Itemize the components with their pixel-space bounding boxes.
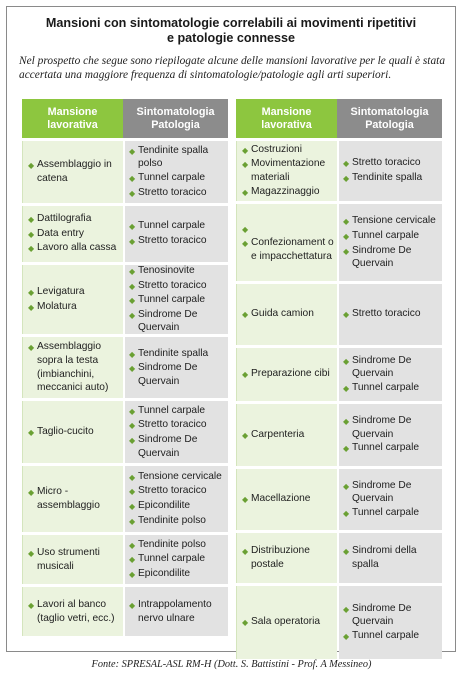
mansione-cell (236, 141, 337, 201)
bullet-icon: ◆ (343, 417, 350, 427)
mansione-item: ◆ Taglio-cucito (28, 425, 120, 440)
mansione-item: ◆ Lavori al banco (taglio vetri, ecc.) (28, 598, 115, 624)
sintomatologia-item: ◆ Tunnel carpale (129, 171, 225, 186)
bullet-icon: ◆ (129, 281, 136, 291)
sintomatologia-item: ◆ Sindrome De Quervain (129, 308, 198, 334)
sintomatologia-cell (125, 587, 228, 636)
bullet-icon: ◆ (28, 287, 35, 297)
sintomatologia-cell (339, 284, 442, 345)
sintomatologia-item: ◆ Tunnel carpale (129, 219, 225, 234)
sintomatologia-cell (125, 141, 228, 203)
header-sintomatologia: Sintomatologia Patologia (123, 99, 228, 138)
bullet-icon: ◆ (28, 302, 35, 312)
bullet-icon: ◆ (242, 310, 249, 320)
title-line-2: e patologie connesse (166, 31, 296, 45)
sintomatologia-item: ◆ Epicondilite (129, 567, 225, 582)
mansione-cell (22, 141, 123, 203)
bullet-icon: ◆ (343, 604, 350, 614)
table-row (22, 265, 228, 334)
mansione-item: ◆ Assemblaggio sopra la testa (imbianchini, meccanici auto) (28, 341, 109, 394)
mansione-item: ◆ Movimentazione materiali (242, 158, 326, 183)
bullet-icon: ◆ (242, 187, 249, 197)
sintomatologia-item: ◆ Sindrome De Quervain (343, 244, 412, 270)
bullet-icon: ◆ (343, 444, 350, 454)
sintomatologia-cell (339, 141, 442, 201)
bullet-icon: ◆ (129, 310, 136, 320)
table-row (22, 587, 228, 636)
sintomatologia-item: ◆ Tunnel carpale (129, 293, 225, 308)
mansione-cell (22, 206, 123, 262)
sintomatologia-item: ◆ Stretto toracico (343, 156, 439, 171)
bullet-icon: ◆ (242, 145, 249, 155)
bullet-icon: ◆ (129, 188, 136, 198)
bullet-icon: ◆ (242, 430, 249, 440)
sintomatologia-item: ◆ Sindrome De Quervain (343, 354, 412, 380)
sintomatologia-item: ◆ Sindromi della spalla (343, 545, 417, 570)
bullet-icon: ◆ (129, 472, 136, 482)
bullet-icon: ◆ (129, 146, 136, 156)
sintomatologia-item: ◆ Tendinite polso (129, 514, 225, 529)
sintomatologia-item: ◆ Sindrome De Quervain (129, 362, 198, 387)
mansione-item: ◆ Data entry (28, 227, 120, 242)
bullet-icon: ◆ (343, 217, 350, 227)
bullet-icon: ◆ (343, 547, 350, 557)
table-row (22, 466, 228, 532)
table-row (22, 141, 228, 203)
sintomatologia-item: ◆ Tunnel carpale (129, 552, 225, 567)
mansione-cell (22, 265, 123, 334)
sintomatologia-item: ◆ Stretto toracico (129, 418, 225, 433)
table-row (22, 337, 228, 398)
sintomatologia-cell (125, 466, 228, 532)
table-row (22, 535, 228, 584)
sintomatologia-item: ◆ Sindrome De Quervain (343, 602, 412, 628)
sintomatologia-cell (125, 206, 228, 262)
sintomatologia-item: ◆ Stretto toracico (129, 234, 225, 249)
sintomatologia-item: ◆ Tunnel carpale (343, 629, 439, 644)
bullet-icon: ◆ (242, 160, 249, 170)
sintomatologia-item: ◆ Tendinite spalla polso (129, 144, 209, 170)
table-row (236, 586, 442, 659)
table-row (236, 348, 442, 401)
mansione-item: ◆ Macellazione (242, 492, 334, 507)
bullet-icon: ◆ (129, 502, 136, 511)
document-frame (6, 6, 456, 652)
bullet-icon: ◆ (343, 508, 350, 518)
bullet-icon: ◆ (129, 296, 136, 306)
bullet-icon: ◆ (129, 406, 136, 416)
mansione-cell (22, 401, 123, 463)
table-row (236, 284, 442, 345)
table-row (22, 401, 228, 463)
sintomatologia-cell (125, 265, 228, 334)
right-table (236, 99, 442, 659)
table-row (236, 533, 442, 583)
sintomatologia-cell (339, 586, 442, 659)
bullet-icon: ◆ (343, 481, 350, 491)
bullet-icon: ◆ (242, 224, 249, 234)
bullet-icon: ◆ (129, 349, 136, 359)
bullet-icon: ◆ (28, 161, 35, 171)
header-mansione: Mansione lavorativa (22, 99, 123, 138)
sintomatologia-cell (125, 401, 228, 463)
bullet-icon: ◆ (343, 174, 350, 183)
mansione-cell (236, 348, 337, 401)
sintomatologia-item: ◆ Tunnel carpale (343, 381, 439, 396)
bullet-icon: ◆ (129, 421, 136, 431)
table-row (22, 206, 228, 262)
table-row (236, 141, 442, 201)
sintomatologia-cell (339, 348, 442, 401)
left-rows (22, 141, 228, 636)
bullet-icon: ◆ (242, 239, 249, 249)
sintomatologia-item: ◆ Tendinite polso (129, 538, 225, 553)
mansione-item: ◆ Sala operatoria (242, 615, 334, 630)
sintomatologia-item: ◆ Sindrome De Quervain (343, 415, 412, 440)
table-header (236, 99, 442, 138)
mansione-item: ◆ Micro - assemblaggio (28, 486, 100, 511)
bullet-icon: ◆ (129, 487, 136, 497)
mansione-item: ◆ Distribuzione postale (242, 545, 310, 570)
mansione-item: ◆ Uso strumenti musicali (28, 546, 100, 572)
table-row (236, 204, 442, 281)
mansione-cell (22, 587, 123, 636)
bullet-icon: ◆ (242, 370, 249, 380)
mansione-cell (22, 535, 123, 584)
bullet-icon: ◆ (242, 618, 249, 628)
mansione-cell (236, 284, 337, 345)
sintomatologia-item: ◆ Tunnel carpale (343, 229, 439, 244)
mansione-item: ◆ Magazzinaggio (242, 185, 334, 200)
bullet-icon: ◆ (242, 495, 249, 505)
bullet-icon: ◆ (242, 547, 249, 557)
table-row (236, 404, 442, 466)
bullet-icon: ◆ (129, 555, 136, 565)
bullet-icon: ◆ (28, 488, 35, 498)
mansione-item: ◆ Molatura (28, 300, 120, 315)
sintomatologia-item: ◆ Stretto toracico (129, 186, 225, 201)
source-credit: Fonte: SPRESAL-ASL RM-H (Dott. S. Battistini - Prof. A Messineo) (91, 659, 372, 670)
mansione-item: ◆ Lavoro alla cassa (28, 241, 120, 256)
bullet-icon: ◆ (28, 600, 35, 610)
bullet-icon: ◆ (343, 159, 350, 169)
sintomatologia-cell (125, 337, 228, 398)
mansione-item: ◆ Costruzioni (242, 143, 334, 158)
bullet-icon: ◆ (28, 229, 35, 239)
mansione-cell (236, 586, 337, 659)
table-header (22, 99, 228, 138)
sintomatologia-item: ◆ Sindrome De Quervain (343, 479, 412, 505)
bullet-icon: ◆ (28, 427, 35, 437)
mansione-cell (236, 533, 337, 583)
intro-paragraph: Nel prospetto che segue sono riepilogate alcune delle mansioni lavorative per le quali è stata accertata una maggiore frequenza di sintomatologie/patologie agli arti superiori. (19, 55, 446, 81)
sintomatologia-item: ◆ Sindrome De Quervain (129, 434, 198, 459)
mansione-item: ◆ Confezionament o e impacchettatura (242, 237, 334, 262)
mansione-item: ◆ Dattilografia (28, 212, 120, 227)
bullet-icon: ◆ (343, 383, 350, 393)
sintomatologia-item: ◆ Tensione cervicale (129, 470, 225, 485)
mansione-item (242, 222, 334, 237)
right-rows (236, 141, 442, 659)
title-line-1: Mansioni con sintomatologie correlabili ai movimenti ripetitivi (45, 16, 417, 30)
bullet-icon: ◆ (129, 364, 136, 374)
sintomatologia-item: ◆ Intrappolamento nervo ulnare (129, 598, 212, 624)
sintomatologia-item: ◆ Stretto toracico (129, 484, 225, 499)
bullet-icon: ◆ (28, 548, 35, 558)
bullet-icon: ◆ (129, 436, 136, 445)
table-row (236, 469, 442, 530)
bullet-icon: ◆ (28, 215, 35, 225)
mansione-item: ◆ Assemblaggio in catena (28, 159, 112, 184)
sintomatologia-cell (339, 204, 442, 281)
mansione-item: ◆ Levigatura (28, 285, 120, 300)
header-sintomatologia: Sintomatologia Patologia (337, 99, 442, 138)
sintomatologia-item: ◆ Stretto toracico (343, 307, 439, 322)
sintomatologia-item: ◆ Stretto toracico (129, 279, 225, 294)
sintomatologia-cell (339, 469, 442, 530)
bullet-icon: ◆ (343, 356, 350, 366)
sintomatologia-item: ◆ Tendinite spalla (129, 347, 225, 362)
mansione-cell (236, 404, 337, 466)
bullet-icon: ◆ (129, 267, 136, 277)
mansione-item: ◆ Preparazione cibi (242, 367, 334, 382)
sintomatologia-item: ◆ Tunnel carpale (343, 506, 439, 521)
bullet-icon: ◆ (129, 174, 136, 183)
bullet-icon: ◆ (129, 222, 136, 232)
sintomatologia-item: ◆ Epicondilite (129, 499, 225, 514)
left-table (22, 99, 228, 636)
bullet-icon: ◆ (129, 516, 136, 526)
sintomatologia-cell (339, 404, 442, 466)
sintomatologia-cell (339, 533, 442, 583)
bullet-icon: ◆ (129, 237, 136, 246)
bullet-icon: ◆ (343, 231, 350, 241)
sintomatologia-cell (125, 535, 228, 584)
bullet-icon: ◆ (343, 246, 350, 256)
mansione-item: ◆ Guida camion (242, 307, 334, 322)
mansione-cell (22, 466, 123, 532)
mansione-cell (22, 337, 123, 398)
bullet-icon: ◆ (343, 310, 350, 320)
bullet-icon: ◆ (28, 244, 35, 254)
sintomatologia-item: ◆ Tunnel carpale (129, 404, 225, 419)
header-mansione: Mansione lavorativa (236, 99, 337, 138)
document-title (15, 16, 447, 46)
sintomatologia-item: ◆ Tensione cervicale (343, 214, 439, 229)
sintomatologia-item: ◆ Tenosinovite (129, 264, 225, 279)
bullet-icon: ◆ (343, 631, 350, 641)
mansione-item: ◆ Carpenteria (242, 428, 334, 443)
bullet-icon: ◆ (129, 569, 136, 579)
bullet-icon: ◆ (129, 540, 136, 550)
bullet-icon: ◆ (129, 600, 136, 610)
mansione-cell (236, 469, 337, 530)
sintomatologia-item: ◆ Tunnel carpale (343, 441, 439, 456)
sintomatologia-item: ◆ Tendinite spalla (343, 171, 439, 186)
bullet-icon: ◆ (28, 343, 35, 353)
mansione-cell (236, 204, 337, 281)
